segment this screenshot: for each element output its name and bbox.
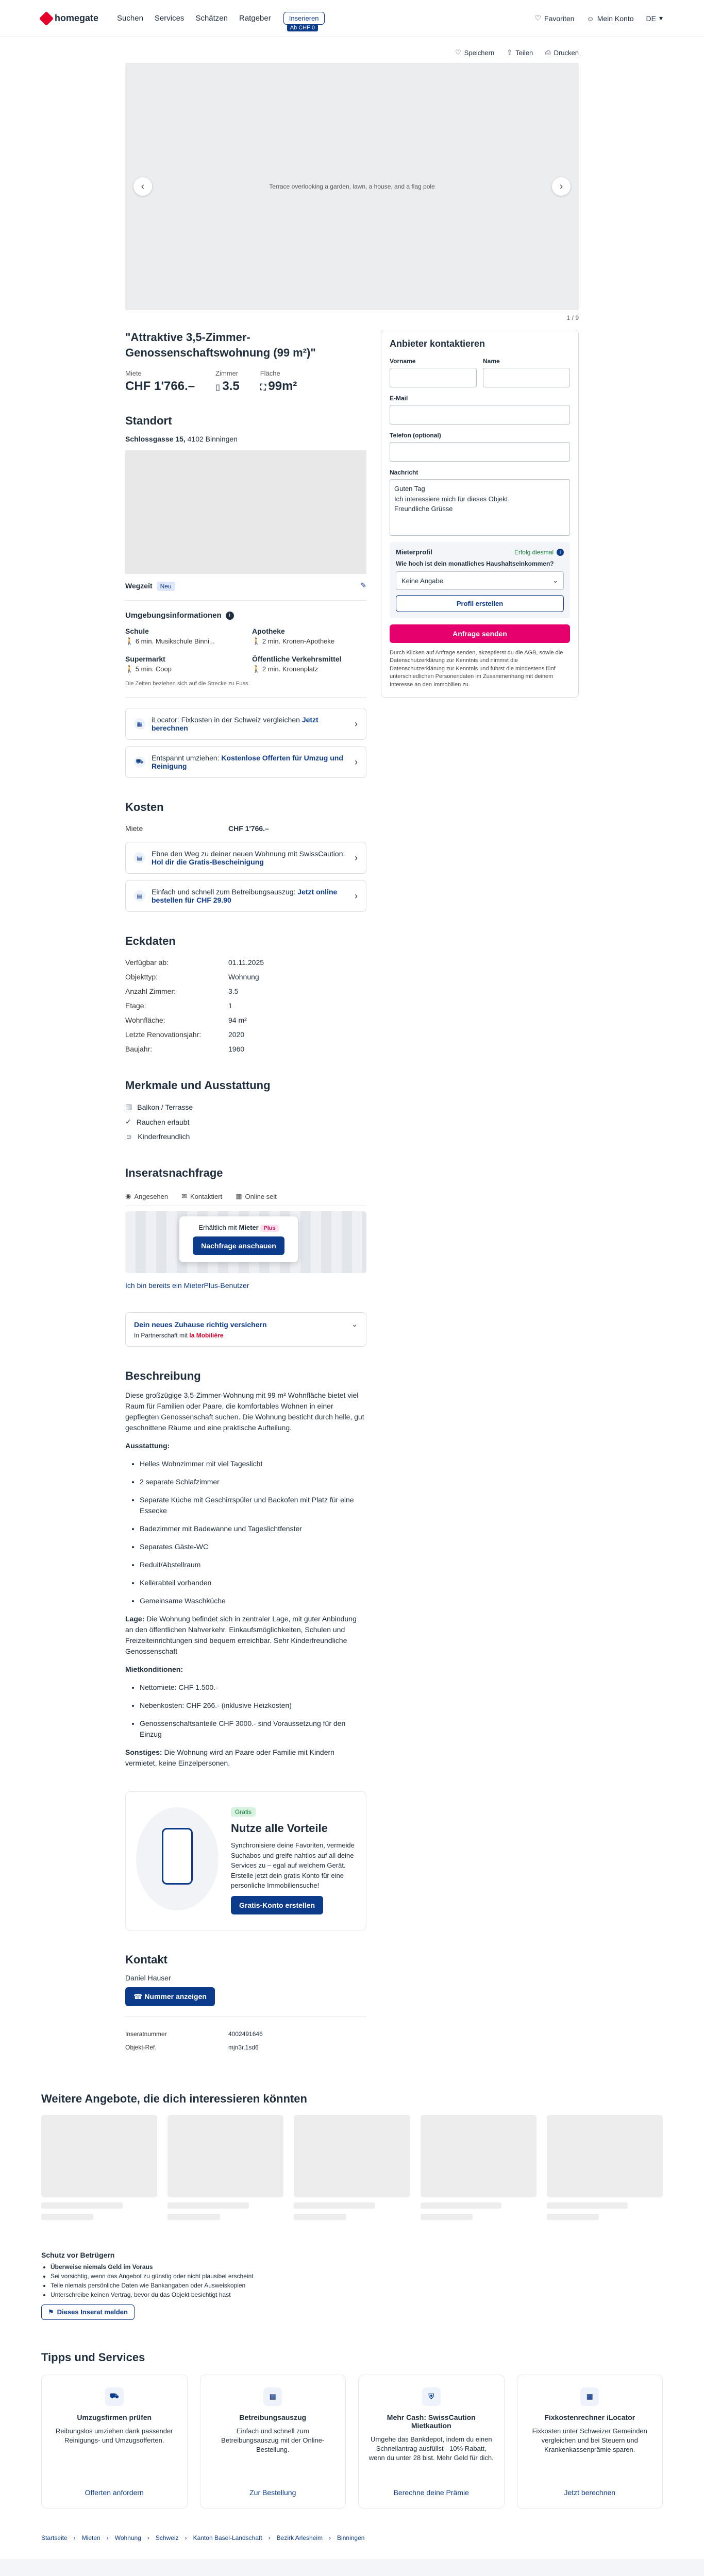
feature-item: ▥ Balkon / Terrasse bbox=[125, 1103, 193, 1111]
detail-row: Letzte Renovationsjahr: 2020 bbox=[125, 1030, 245, 1039]
email-input[interactable] bbox=[390, 405, 570, 425]
chevron-right-icon: › bbox=[355, 718, 358, 729]
feature-item: ✓ Rauchen erlaubt bbox=[125, 1117, 190, 1126]
gratis-badge: Gratis bbox=[231, 1807, 256, 1817]
tip-link[interactable]: Berechne deine Prämie bbox=[393, 2488, 469, 2497]
offer-card-skeleton[interactable] bbox=[421, 2115, 537, 2220]
nav-suchen[interactable]: Suchen bbox=[117, 14, 143, 23]
firstname-input[interactable] bbox=[390, 368, 477, 387]
tab-contacted[interactable]: ✉ Kontaktiert bbox=[181, 1192, 223, 1200]
poi-note: Die Zeiten beziehen sich auf die Strecke zu Fuss. bbox=[125, 681, 250, 687]
flag-icon: ⚑ bbox=[48, 2308, 54, 2316]
more-offers-heading: Weitere Angebote, die dich interessieren könnten bbox=[41, 2092, 307, 2105]
swisscaution-banner[interactable]: ▤ Ebne den Weg zu deiner neuen Wohnung mit SwissCaution: Hol dir die Gratis-Bescheinigung › bbox=[125, 842, 366, 874]
demand-blurred-stats bbox=[125, 1211, 366, 1273]
nav-services[interactable]: Services bbox=[154, 14, 185, 23]
favorites-link[interactable]: ♡ Favoriten bbox=[534, 14, 575, 23]
main-nav bbox=[117, 14, 271, 23]
detail-row: Anzahl Zimmer: 3.5 bbox=[125, 987, 239, 996]
chevron-right-icon: › bbox=[147, 2534, 149, 2541]
promo-title: Nutze alle Vorteile bbox=[231, 1822, 328, 1835]
print-button[interactable]: ⎙ Drucken bbox=[545, 48, 579, 57]
breadcrumb-item[interactable]: Schweiz bbox=[155, 2534, 179, 2541]
offer-card-skeleton[interactable] bbox=[167, 2115, 283, 2220]
chevron-down-icon: ⌄ bbox=[552, 577, 558, 584]
tips-heading: Tipps und Services bbox=[41, 2350, 145, 2364]
share-button[interactable]: ⇪ Teilen bbox=[507, 48, 533, 57]
moving-banner[interactable]: ⛟ Entspannt umziehen: Kostenlose Offerten für Umzug und Reinigung › bbox=[125, 746, 366, 778]
homegate-logo[interactable]: homegate bbox=[41, 13, 98, 24]
chevron-right-icon: › bbox=[106, 2534, 109, 2541]
demand-heading: Inseratsnachfrage bbox=[125, 1166, 223, 1180]
document-icon: ▤ bbox=[134, 890, 145, 902]
heart-icon: ♡ bbox=[534, 14, 542, 22]
breadcrumb-item[interactable]: Startseite bbox=[41, 2534, 68, 2541]
chevron-right-icon: › bbox=[268, 2534, 271, 2541]
gallery-next-button[interactable]: › bbox=[552, 177, 571, 196]
rent-label: Miete bbox=[125, 369, 142, 378]
surroundings-heading: Umgebungsinformationen bbox=[125, 611, 222, 620]
area-label: Fläche bbox=[260, 369, 280, 378]
rooms-label: Zimmer bbox=[215, 369, 239, 378]
shield-icon: ⛨ bbox=[422, 2387, 441, 2406]
map-icon: ▦ bbox=[580, 2387, 599, 2406]
walk-icon: 🚶 bbox=[252, 637, 261, 646]
info-icon[interactable]: i bbox=[226, 612, 234, 620]
language-switch[interactable]: DE ▾ bbox=[646, 14, 663, 23]
eye-icon: ◉ bbox=[125, 1192, 131, 1200]
breadcrumb-item[interactable]: Binningen bbox=[337, 2534, 365, 2541]
ilocator-banner[interactable]: ▦ iLocator: Fixkosten in der Schweiz vergleichen Jetzt berechnen › bbox=[125, 708, 366, 740]
user-icon: ☺ bbox=[586, 14, 594, 23]
insert-button[interactable]: Inserieren Ab CHF 0 bbox=[283, 12, 325, 25]
mobiliar-logo: la Mobilière bbox=[189, 1332, 224, 1340]
tip-card-moving: ⛟ Umzugsfirmen prüfen Reibungslos umziehen dank passender Reinigungs- und Umzugsofferten. Offerten anfordern bbox=[41, 2375, 188, 2509]
chevron-right-icon: › bbox=[355, 890, 358, 901]
child-icon: ☺ bbox=[125, 1132, 133, 1141]
chevron-right-icon: › bbox=[329, 2534, 331, 2541]
description-intro: Diese großzügige 3,5-Zimmer-Wohnung mit 99 m² Wohnfläche bietet viel Raum für Familien oder Paare, die komfortables Wohnen in einer gepflegten Genossenschaft suchen. Die Wohnung besticht durch helle, gut geschnittene Räume und eine praktische Aufteilung. bbox=[125, 1391, 364, 1432]
income-question: Wie hoch ist dein monatliches Haushaltseinkommen? bbox=[396, 560, 554, 567]
location-description: Lage: Die Wohnung befindet sich in zentraler Lage, mit guter Anbindung an den öffentlichen Nahverkehr. Einkaufsmöglichkeiten, Schulen und Freizeiteinrichtungen sind bequem erreichbar. Sehr Kinderfreundliche Genossenschaft bbox=[125, 1615, 357, 1656]
detail-row: Verfügbar ab: 01.11.2025 bbox=[125, 958, 264, 967]
heart-icon: ♡ bbox=[455, 48, 461, 56]
offer-card-skeleton[interactable] bbox=[41, 2115, 157, 2220]
fraud-protection: Schutz vor Betrügern • Überweise niemals Geld im Voraus • Sei vorsichtig, wenn das Angebot zu günstig oder nicht plausibel erscheint • Teile niemals persönliche Daten wie Bankangaben oder Ausweiskopien • Unterschreibe keinen Vertrag, bevor du das Objekt besichtigt hast ⚑ Dieses Inserat melden bbox=[41, 2251, 663, 2320]
account-link[interactable]: ☺ Mein Konto bbox=[586, 14, 634, 23]
door-icon: ▯ bbox=[215, 383, 223, 393]
message-textarea[interactable]: Guten Tag Ich interessiere mich für dieses Objekt. Freundliche Grüsse bbox=[390, 479, 570, 536]
promo-text: Synchronisiere deine Favoriten, vermeide Suchabos und greife nahtlos auf all deine Services zu – egal auf welchem Gerät. Erstelle jetzt dein gratis Konto für eine personliche Immobiliensuche! bbox=[231, 1841, 355, 1890]
save-button[interactable]: ♡ Speichern bbox=[455, 48, 495, 57]
create-profile-button[interactable]: Profil erstellen bbox=[396, 595, 564, 612]
tab-online-since[interactable]: ▦ Online seit bbox=[236, 1192, 277, 1200]
detail-row: Objekttyp: Wohnung bbox=[125, 973, 259, 981]
detail-row: Baujahr: 1960 bbox=[125, 1045, 245, 1054]
more-offers-list bbox=[41, 2115, 663, 2220]
phone-input[interactable] bbox=[390, 442, 570, 462]
truck-icon: ⛟ bbox=[134, 756, 145, 768]
breadcrumb-item[interactable]: Bezirk Arlesheim bbox=[276, 2534, 323, 2541]
area-icon: ⛶ bbox=[260, 383, 269, 393]
detail-row: Etage: 1 bbox=[125, 1002, 232, 1010]
chevron-right-icon: › bbox=[355, 852, 358, 863]
new-badge: Neu bbox=[157, 582, 175, 591]
form-heading: Anbieter kontaktieren bbox=[390, 338, 485, 349]
location-map[interactable] bbox=[125, 450, 366, 574]
phone-icon bbox=[162, 1828, 193, 1885]
area-value: ⛶ 99m² bbox=[260, 379, 297, 394]
walk-icon: 🚶 bbox=[252, 665, 261, 673]
listing-title: "Attraktive 3,5-Zimmer-Genossenschaftswohnung (99 m²)" bbox=[125, 331, 316, 359]
lastname-input[interactable] bbox=[483, 368, 570, 387]
report-listing-button[interactable]: ⚑ Dieses Inserat melden bbox=[41, 2304, 135, 2320]
edit-icon[interactable]: ✎ bbox=[360, 581, 366, 590]
costs-rent-value: CHF 1'766.– bbox=[228, 824, 269, 833]
terms-label: Mietkonditionen: bbox=[125, 1665, 183, 1674]
mail-icon: ✉ bbox=[181, 1192, 188, 1200]
object-ref-label: Objekt-Ref. bbox=[125, 2043, 157, 2051]
tenant-profile-box: Mieterprofil Erfolg diesmal i Wie hoch ist dein monatliches Haushaltseinkommen? Keine Angabe ⌄ Profil erstellen bbox=[390, 542, 570, 618]
breadcrumb bbox=[41, 2529, 663, 2547]
terms-list: • Nettomiete: CHF 1.500.- • Nebenkosten: CHF 266.- (inklusive Heizkosten) • Genossenschaftsanteile CHF 3000.- sind Voraussetzung für den Einzug bbox=[125, 1682, 366, 1740]
document-icon: ▤ bbox=[263, 2387, 282, 2406]
description-heading: Beschreibung bbox=[125, 1369, 201, 1383]
calculator-icon: ▦ bbox=[134, 718, 145, 730]
gallery-counter: 1 / 9 bbox=[566, 314, 579, 321]
income-select[interactable]: Keine Angabe ⌄ bbox=[396, 571, 564, 590]
walk-icon: 🚶 bbox=[125, 637, 134, 646]
tip-card-betreibung: ▤ Betreibungsauszug Einfach und schnell zum Betreibungsauszug mit der Online-Bestellung. Zur Bestellung bbox=[200, 2375, 346, 2509]
location-heading: Standort bbox=[125, 414, 172, 428]
check-icon: ✓ bbox=[125, 1117, 131, 1126]
mobiliar-banner[interactable]: Dein neues Zuhause richtig versichern ⌄ In Partnerschaft mit la Mobilière bbox=[125, 1312, 366, 1347]
details-heading: Eckdaten bbox=[125, 935, 176, 948]
travel-time-label: Wegzeit bbox=[125, 581, 153, 590]
betreibung-banner[interactable]: ▤ Einfach und schnell zum Betreibungsauszug: Jetzt online bestellen für CHF 29.90 › bbox=[125, 880, 366, 912]
breadcrumb-item[interactable]: Kanton Basel-Landschaft bbox=[193, 2534, 262, 2541]
equipment-list: • Helles Wohnzimmer mit viel Tageslicht • 2 separate Schlafzimmer • Separate Küche mit Geschirrspüler und Backofen mit Platz für eine Essecke • Badezimmer mit Badewanne und Tageslichtfenster • Separates Gäste-WC • Reduit/Abstellraum • Kellerabteil vorhanden • Gemeinsame Waschküche bbox=[125, 1459, 366, 1606]
listing-number-label: Inseratnummer bbox=[125, 2030, 167, 2038]
info-icon[interactable]: i bbox=[557, 549, 564, 556]
poi-school: Schule 🚶 6 min. Musikschule Binni... bbox=[125, 627, 215, 646]
costs-rent-label: Miete bbox=[125, 824, 143, 833]
balcony-icon: ▥ bbox=[125, 1103, 132, 1111]
nav-schaetzen[interactable]: Schätzen bbox=[195, 14, 228, 23]
offer-card-skeleton[interactable] bbox=[547, 2115, 663, 2220]
contact-form: Anbieter kontaktieren Vorname Name E-Mail Telefon (optional) Nachricht Guten Tag Ich interessiere mich für dieses Objekt. Freundliche Grüsse Mieterprofil Erfolg diesmal i Wie hoch ist dein monatliches Haushaltseinkommen? Keine Angabe ⌄ Profil erstellen Anfrage senden Durch Klicken auf Anfrage senden, akzeptierst du die AGB, sowie die Datenschutzerklärung zur Kenntnis und nimmst die Datenschutzerklärung zur Kenntnis und führst die mindestens fünf unterschiedlichen Personendaten im Zusammenhang mit deinem Interesse an den Immobilien zu. bbox=[381, 330, 579, 698]
misc-description: Sonstiges: Die Wohnung wird an Paare oder Familie mit Kindern vermietet, keine Einzelpersonen. bbox=[125, 1748, 334, 1768]
object-ref: mjn3r.1sd6 bbox=[228, 2043, 259, 2051]
footer bbox=[0, 2559, 704, 2576]
create-account-button[interactable]: Gratis-Konto erstellen bbox=[231, 1896, 323, 1914]
costs-heading: Kosten bbox=[125, 801, 164, 814]
rooms-value: ▯ 3.5 bbox=[215, 379, 240, 394]
chevron-right-icon: › bbox=[355, 756, 358, 767]
print-icon: ⎙ bbox=[545, 48, 551, 56]
gallery-prev-button[interactable]: ‹ bbox=[133, 177, 152, 196]
poi-transport: Öffentliche Verkehrsmittel 🚶 2 min. Kronenplatz bbox=[252, 655, 342, 673]
address: Schlossgasse 15, 4102 Binningen bbox=[125, 435, 238, 444]
equipment-label: Ausstattung: bbox=[125, 1442, 170, 1450]
insert-badge: Ab CHF 0 bbox=[287, 24, 318, 31]
account-promo bbox=[125, 1791, 366, 1930]
chevron-down-icon: ⌄ bbox=[351, 1320, 358, 1329]
tip-link[interactable]: Jetzt berechnen bbox=[564, 2488, 616, 2497]
detail-row: Wohnfläche: 94 m² bbox=[125, 1016, 247, 1025]
view-demand-button[interactable]: Nachfrage anschauen bbox=[193, 1236, 284, 1255]
phone-icon: ☎ bbox=[133, 1992, 145, 2001]
image-gallery[interactable] bbox=[125, 63, 579, 310]
logo-icon bbox=[39, 11, 54, 25]
form-legal-text: Durch Klicken auf Anfrage senden, akzeptierst du die AGB, sowie die Datenschutzerklärung zur Kenntnis und nimmst die Datenschutzerklärung zur Kenntnis und führst die mindestens fünf unterschiedlichen Personendaten im Zusammenhang mit deinem Interesse an den Immobilien zu. bbox=[390, 650, 563, 688]
tip-link[interactable]: Zur Bestellung bbox=[249, 2488, 296, 2497]
tip-card-ilocator: ▦ Fixkostenrechner iLocator Fixkosten unter Schweizer Gemeinden vergleichen und bei Steuern und Krankenkassenprämie sparen. Jetzt berechnen bbox=[517, 2375, 663, 2509]
rent-value: CHF 1'766.– bbox=[125, 379, 195, 394]
plus-badge: Plus bbox=[260, 1225, 278, 1232]
fraud-heading: Schutz vor Betrügern bbox=[41, 2250, 115, 2259]
contact-name: Daniel Hauser bbox=[125, 1973, 171, 1982]
share-icon: ⇪ bbox=[507, 48, 513, 56]
send-request-button[interactable]: Anfrage senden bbox=[390, 624, 570, 643]
nav-ratgeber[interactable]: Ratgeber bbox=[239, 14, 271, 23]
listing-number: 4002491646 bbox=[228, 2030, 263, 2038]
features-heading: Merkmale und Ausstattung bbox=[125, 1079, 271, 1092]
chevron-right-icon: › bbox=[185, 2534, 187, 2541]
contact-heading: Kontakt bbox=[125, 1953, 167, 1966]
calendar-icon: ▦ bbox=[236, 1192, 242, 1200]
chevron-right-icon: › bbox=[73, 2534, 76, 2541]
feature-item: ☺ Kinderfreundlich bbox=[125, 1132, 190, 1141]
key-data bbox=[125, 935, 366, 1056]
gallery-image-alt: Terrace overlooking a garden, lawn, a house, and a flag pole bbox=[269, 183, 435, 190]
show-number-button[interactable]: ☎ Nummer anzeigen bbox=[125, 1987, 215, 2006]
walk-icon: 🚶 bbox=[125, 665, 134, 673]
truck-icon: ⛟ bbox=[105, 2387, 124, 2406]
offer-card-skeleton[interactable] bbox=[294, 2115, 410, 2220]
chevron-down-icon: ▾ bbox=[659, 14, 663, 22]
tip-card-caution: ⛨ Mehr Cash: SwissCaution Mietkaution Umgehe das Bankdepot, indem du einen Schnellantrag ausfüllst - 10% Rabatt, wenn du unter 28 bist. Mehr Geld für dich. Berechne deine Prämie bbox=[358, 2375, 505, 2509]
mieterplus-login-link[interactable]: Ich bin bereits ein MieterPlus-Benutzer bbox=[125, 1281, 249, 1290]
tab-viewed[interactable]: ◉ Angesehen bbox=[125, 1192, 169, 1200]
breadcrumb-item[interactable]: Wohnung bbox=[114, 2534, 141, 2541]
poi-pharmacy: Apotheke 🚶 2 min. Kronen-Apotheke bbox=[252, 627, 335, 646]
promo-illustration bbox=[136, 1807, 219, 1910]
poi-supermarket: Supermarkt 🚶 5 min. Coop bbox=[125, 655, 172, 673]
tip-link[interactable]: Offerten anfordern bbox=[85, 2488, 144, 2497]
top-header bbox=[0, 0, 704, 37]
document-icon: ▤ bbox=[134, 852, 145, 863]
breadcrumb-item[interactable]: Mieten bbox=[81, 2534, 100, 2541]
mieterplus-card: Erhältlich mit Mieter Plus Nachfrage anschauen bbox=[179, 1216, 298, 1262]
